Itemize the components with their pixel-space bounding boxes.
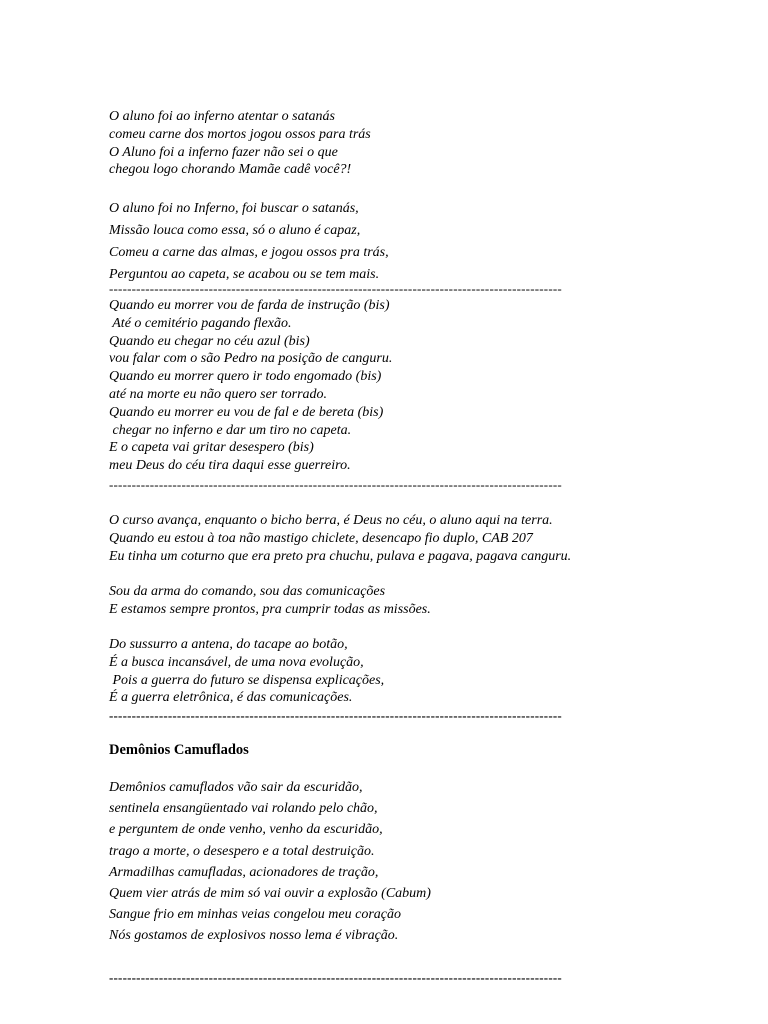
- verse-line: O curso avança, enquanto o bicho berra, é Deus no céu, o aluno aqui na terra.: [109, 513, 553, 528]
- separator-line: ----------------------------------------------------------------------------------------------------: [109, 478, 562, 492]
- verse-stanza-4: [109, 512, 571, 565]
- verse-line: E estamos sempre prontos, pra cumprir todas as missões.: [109, 601, 431, 617]
- verse-line: Sangue frio em minhas veias congelou meu coração: [109, 907, 401, 923]
- verse-line: Quando eu morrer eu vou de fal e de bereta (bis): [109, 404, 384, 420]
- verse-line: Quando eu morrer vou de farda de instrução (bis): [109, 298, 390, 313]
- verse-line: Do sussurro a antena, do tacape ao botão,: [109, 637, 348, 652]
- verse-stanza-6: [109, 636, 384, 707]
- verse-line: vou falar com o são Pedro na posição de canguru.: [109, 351, 393, 367]
- separator-line: ----------------------------------------------------------------------------------------------------: [109, 709, 562, 723]
- verse-line: Comeu a carne das almas, e jogou ossos pra trás,: [109, 245, 389, 260]
- separator-line: ----------------------------------------------------------------------------------------------------: [109, 282, 562, 296]
- verse-line: Quando eu estou à toa não mastigo chiclete, desencapo fio duplo, CAB 207: [109, 530, 533, 546]
- verse-line: chegou logo chorando Mamãe cadê você?!: [109, 162, 352, 178]
- verse-stanza-7: [109, 777, 431, 947]
- verse-line: e perguntem de onde venho, venho da escuridão,: [109, 822, 383, 838]
- verse-line: Demônios camuflados vão sair da escuridão,: [109, 780, 363, 795]
- verse-stanza-5: [109, 583, 431, 619]
- verse-line: Até o cemitério pagando flexão.: [109, 315, 292, 331]
- verse-stanza-1: [109, 108, 371, 179]
- verse-line: Perguntou ao capeta, se acabou ou se tem mais.: [109, 267, 380, 282]
- verse-line: Quem vier atrás de mim só vai ouvir a explosão (Cabum): [109, 886, 431, 902]
- verse-line: O aluno foi ao inferno atentar o satanás: [109, 109, 335, 124]
- verse-line: Quando eu morrer quero ir todo engomado (bis): [109, 369, 382, 385]
- verse-line: O Aluno foi a inferno fazer não sei o que: [109, 144, 338, 160]
- verse-line: Nós gostamos de explosivos nosso lema é vibração.: [109, 928, 399, 944]
- verse-line: É a busca incansável, de uma nova evolução,: [109, 654, 364, 670]
- verse-line: comeu carne dos mortos jogou ossos para trás: [109, 126, 371, 142]
- verse-line: até na morte eu não quero ser torrado.: [109, 386, 328, 402]
- verse-line: E o capeta vai gritar desespero (bis): [109, 440, 314, 456]
- verse-line: Armadilhas camufladas, acionadores de tração,: [109, 864, 379, 880]
- verse-stanza-3: [109, 297, 392, 475]
- verse-line: meu Deus do céu tira daqui esse guerreiro.: [109, 458, 351, 474]
- verse-line: chegar no inferno e dar um tiro no capeta.: [109, 422, 352, 438]
- section-heading: Demônios Camuflados: [109, 742, 249, 758]
- verse-line: É a guerra eletrônica, é das comunicações.: [109, 690, 353, 706]
- verse-line: Quando eu chegar no céu azul (bis): [109, 333, 310, 349]
- verse-line: Eu tinha um coturno que era preto pra chuchu, pulava e pagava, pagava canguru.: [109, 548, 572, 564]
- verse-line: trago a morte, o desespero e a total destruição.: [109, 843, 375, 859]
- verse-line: sentinela ensangüentado vai rolando pelo chão,: [109, 801, 378, 817]
- verse-line: Missão louca como essa, só o aluno é capaz,: [109, 223, 361, 238]
- verse-line: Sou da arma do comando, sou das comunicações: [109, 584, 386, 599]
- separator-line: ----------------------------------------------------------------------------------------------------: [109, 971, 562, 985]
- verse-line: Pois a guerra do futuro se dispensa explicações,: [109, 672, 385, 688]
- verse-line: O aluno foi no Inferno, foi buscar o satanás,: [109, 201, 359, 216]
- verse-stanza-2: [109, 198, 389, 286]
